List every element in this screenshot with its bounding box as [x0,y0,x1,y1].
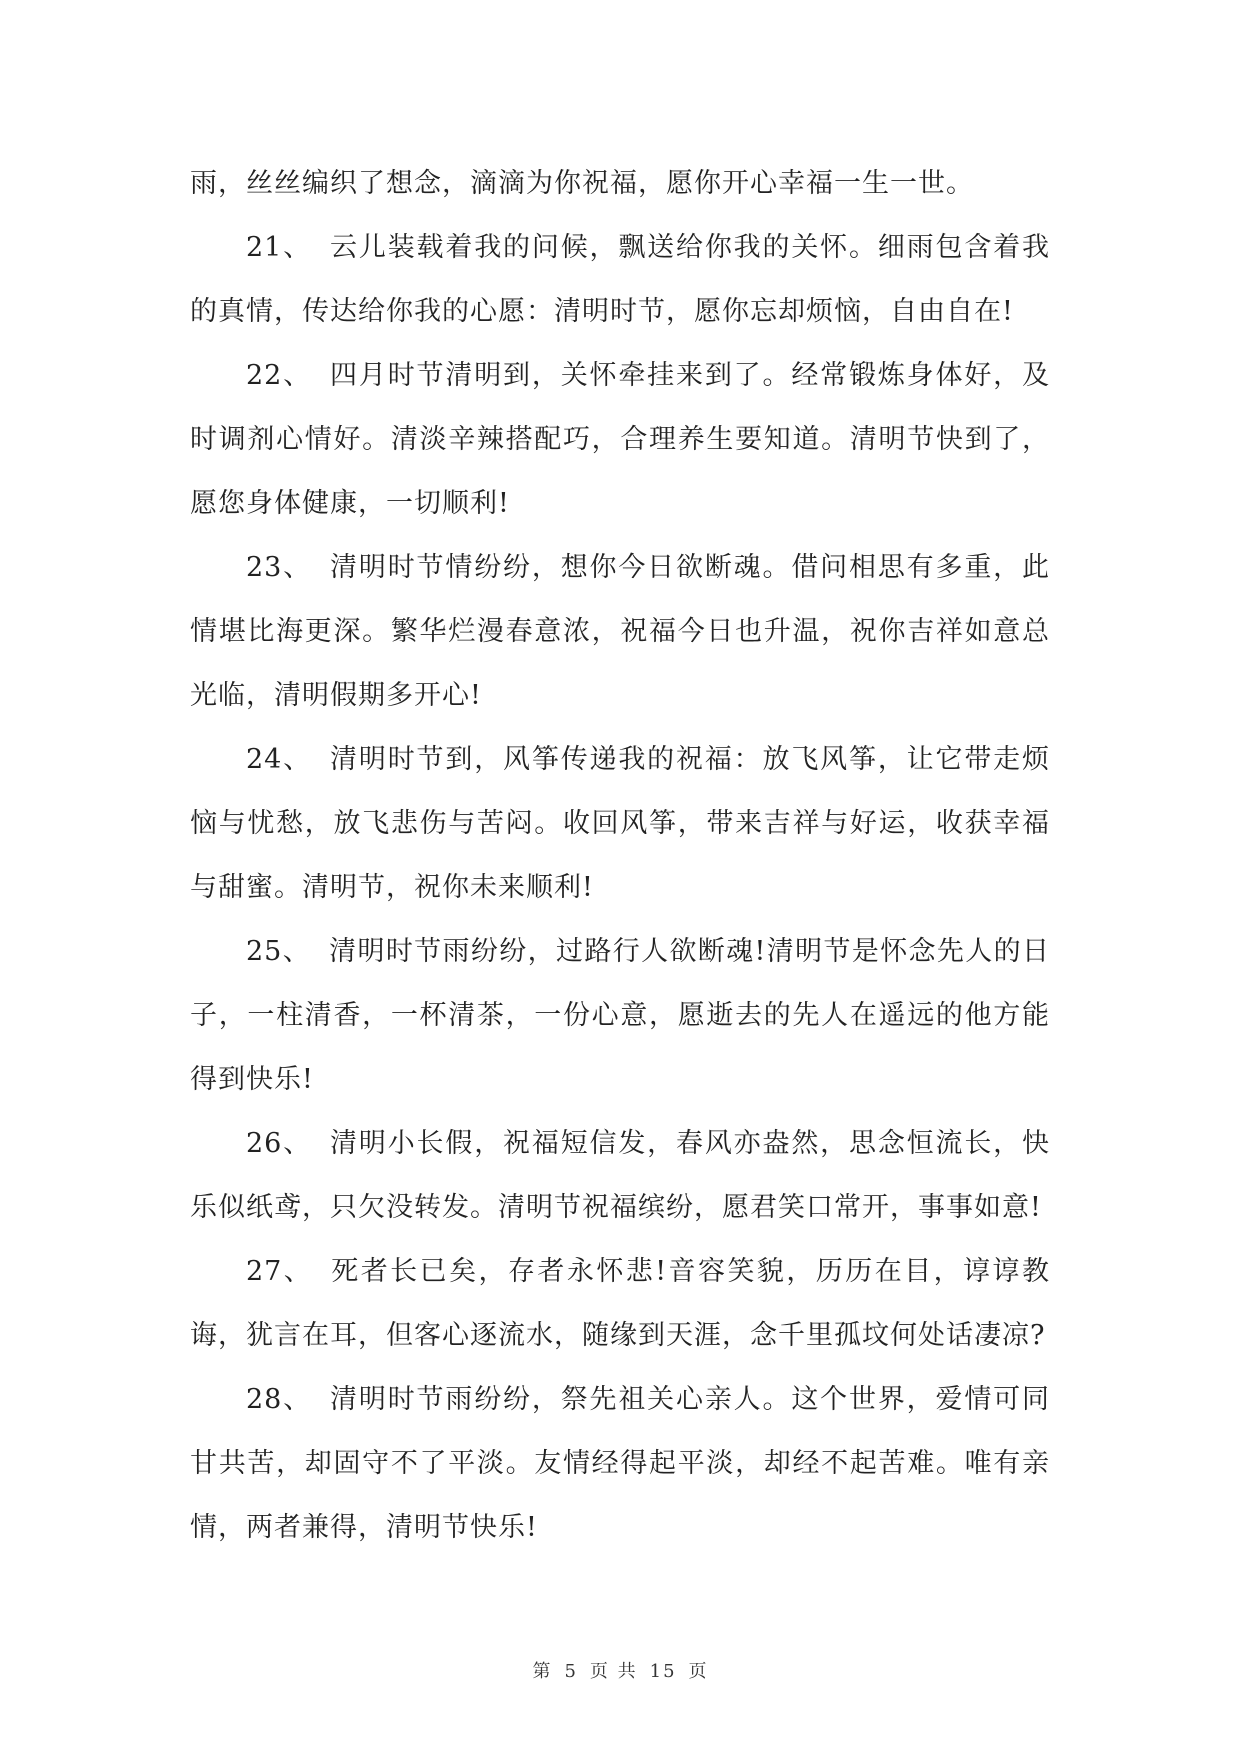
item-number: 22、 [246,360,313,391]
item-text: 清明时节雨纷纷，过路行人欲断魂!清明节是怀念先人的日子，一柱清香，一杯清茶，一份心意，愿逝去的先人在遥远的他方能得到快乐! [190,936,1050,1095]
list-item [190,1240,1050,1368]
item-text: 清明小长假，祝福短信发，春风亦盎然，思念恒流长，快乐似纸鸢，只欠没转发。清明节祝福缤纷，愿君笑口常开，事事如意! [190,1128,1051,1223]
item-number: 21、 [246,232,313,263]
page-footer [0,1657,1241,1683]
item-number: 27、 [246,1256,314,1287]
item-text: 四月时节清明到，关怀牵挂来到了。经常锻炼身体好，及时调剂心情好。清淡辛辣搭配巧，合理养生要知道。清明节快到了，愿您身体健康，一切顺利! [190,360,1051,519]
list-item [190,1368,1050,1560]
footer-middle: 页 共 [589,1661,638,1682]
item-number: 26、 [246,1128,313,1159]
item-number: 28、 [246,1384,313,1415]
item-text: 清明时节情纷纷，想你今日欲断魂。借问相思有多重，此情堪比海更深。繁华烂漫春意浓，祝福今日也升温，祝你吉祥如意总光临，清明假期多开心! [190,552,1051,711]
item-text: 死者长已矣，存者永怀悲!音容笑貌，历历在目，谆谆教诲，犹言在耳，但客心逐流水，随缘到天涯，念千里孤坟何处话凄凉? [190,1256,1050,1351]
item-text: 清明时节雨纷纷，祭先祖关心亲人。这个世界，爱情可同甘共苦，却固守不了平淡。友情经得起平淡，却经不起苦难。唯有亲情，两者兼得，清明节快乐! [190,1384,1051,1543]
item-text: 清明时节到，风筝传递我的祝福：放飞风筝，让它带走烦恼与忧愁，放飞悲伤与苦闷。收回风筝，带来吉祥与好运，收获幸福与甜蜜。清明节，祝你未来顺利! [190,744,1051,903]
item-number: 25、 [246,936,312,967]
item-number: 24、 [246,744,313,775]
footer-prefix: 第 [532,1661,553,1682]
list-item [190,216,1050,344]
list-item [190,1112,1050,1240]
item-number: 23、 [246,552,313,583]
paragraph-continuation: 雨，丝丝编织了想念，滴滴为你祝福，愿你开心幸福一生一世。 [190,168,974,199]
list-item [190,344,1050,536]
list-item [190,536,1050,728]
list-item [190,920,1050,1112]
document-body [190,152,1050,1560]
item-text: 云儿装载着我的问候，飘送给你我的关怀。细雨包含着我的真情，传达给你我的心愿：清明时节，愿你忘却烦恼，自由自在! [190,232,1051,327]
footer-page-number: 5 [564,1661,578,1682]
footer-suffix: 页 [688,1661,709,1682]
footer-total-pages: 15 [649,1661,677,1682]
list-item [190,728,1050,920]
